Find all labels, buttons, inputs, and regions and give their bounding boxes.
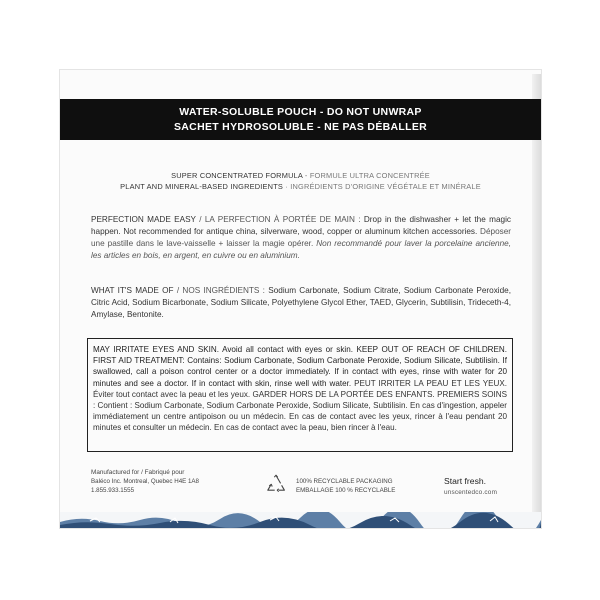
formula-separator: - — [302, 171, 310, 180]
ingredients-origin-line — [60, 182, 541, 191]
box-side-shadow — [532, 74, 541, 526]
manufacturer-block — [91, 468, 199, 495]
ingredients-origin-en: PLANT AND MINERAL-BASED INGREDIENTS — [120, 182, 284, 191]
made-of-heading-fr: NOS INGRÉDIENTS : — [182, 286, 269, 295]
formula-fr: FORMULE ULTRA CONCENTRÉE — [309, 171, 430, 180]
manufacturer-label — [91, 468, 199, 477]
perfection-heading-fr: LA PERFECTION À PORTÉE DE MAIN : — [204, 215, 364, 224]
safety-warning-box — [87, 338, 513, 452]
perfection-heading-sep: / — [195, 215, 205, 224]
made-of-body: Sodium Carbonate, Sodium Citrate, Sodium Carbonate Peroxide, Citric Acid, Sodium Bicarbonate, Sodium Silicate, Polyethylene Glycol Ether, TAED, Glycerin, Subtilisin, Trideceth-4, Amylase, Bentonite. — [91, 286, 511, 319]
manufacturer-label-fr: Fabriqué pour — [144, 469, 185, 476]
banner-line-fr: SACHET HYDROSOLUBLE - NE PAS DÉBALLER — [174, 121, 427, 133]
bottom-wave-art — [60, 512, 541, 528]
packaging-block — [296, 477, 395, 495]
manufacturer-label-en: Manufactured for — [91, 469, 140, 476]
manufacturer-phone: 1.855.933.1555 — [91, 487, 135, 494]
pouch-warning-banner — [60, 99, 541, 140]
brand-website: unscentedco.com — [444, 489, 498, 496]
formula-en: SUPER CONCENTRATED FORMULA — [171, 171, 303, 180]
manufacturer-address: Baléco Inc. Montreal, Quebec H4E 1A8 — [91, 478, 199, 485]
recycle-icon — [266, 474, 286, 494]
warning-fr: PEUT IRRITER LA PEAU ET LES YEUX. Éviter tout contact avec la peau et les yeux. GARDER HORS DE LA PORTÉE DES ENFANTS. PREMIERS SOINS : Contient : Sodium Carbonate, Sodium Carbonate Peroxide, Sodium Silicate, Subtilisin. En cas d'ingestion, appeler immédiatement un centre antipoison ou un médecin. En cas de contact avec les yeux, rincer à l'eau pendant 20 minutes et consulter un médecin. En cas de contact avec la peau, bien rincer à l'eau. — [93, 378, 507, 433]
warning-en: MAY IRRITATE EYES AND SKIN. Avoid all contact with eyes or skin. KEEP OUT OF REACH OF CHILDREN. FIRST AID TREATMENT: Contains: Sodium Carbonate, Sodium Carbonate Peroxide, Sodium Silicate, Subtilisin. If swallowed, call a poison control center or a doctor immediately. If in contact with eyes, rinse with water for 20 minutes and see a doctor. If in contact with skin, rinse well with water. — [93, 345, 507, 388]
perfection-heading-en: PERFECTION MADE EASY — [91, 215, 196, 224]
packaging-en: 100% RECYCLABLE PACKAGING — [296, 478, 393, 485]
perfection-body-fr: Déposer une pastille dans le lave-vaisselle + laisser la magie opérer. — [91, 227, 511, 248]
made-of-heading-sep: / — [173, 286, 183, 295]
made-of-heading-en: WHAT IT'S MADE OF — [91, 286, 174, 295]
manufacturer-label-sep: / — [139, 469, 145, 476]
ingredients-origin-separator: · — [283, 182, 291, 191]
banner-line-en: WATER-SOLUBLE POUCH - DO NOT UNWRAP — [179, 106, 422, 118]
perfection-body-en: Drop in the dishwasher + let the magic happen. Not recommended for antique china, silverware, wood, copper or aluminum kitchen accessories. — [91, 215, 512, 236]
perfection-paragraph — [91, 214, 511, 262]
brand-tagline: Start fresh. — [444, 476, 487, 486]
formula-line — [60, 171, 541, 180]
ingredients-paragraph — [91, 285, 511, 321]
ingredients-origin-fr: INGRÉDIENTS D'ORIGINE VÉGÉTALE ET MINÉRALE — [290, 182, 481, 191]
perfection-body-fr-italic: Non recommandé pour laver la porcelaine ancienne, les articles en bois, en argent, en cuivre ou en aluminium. — [91, 239, 511, 260]
packaging-fr: EMBALLAGE 100 % RECYCLABLE — [296, 487, 396, 494]
